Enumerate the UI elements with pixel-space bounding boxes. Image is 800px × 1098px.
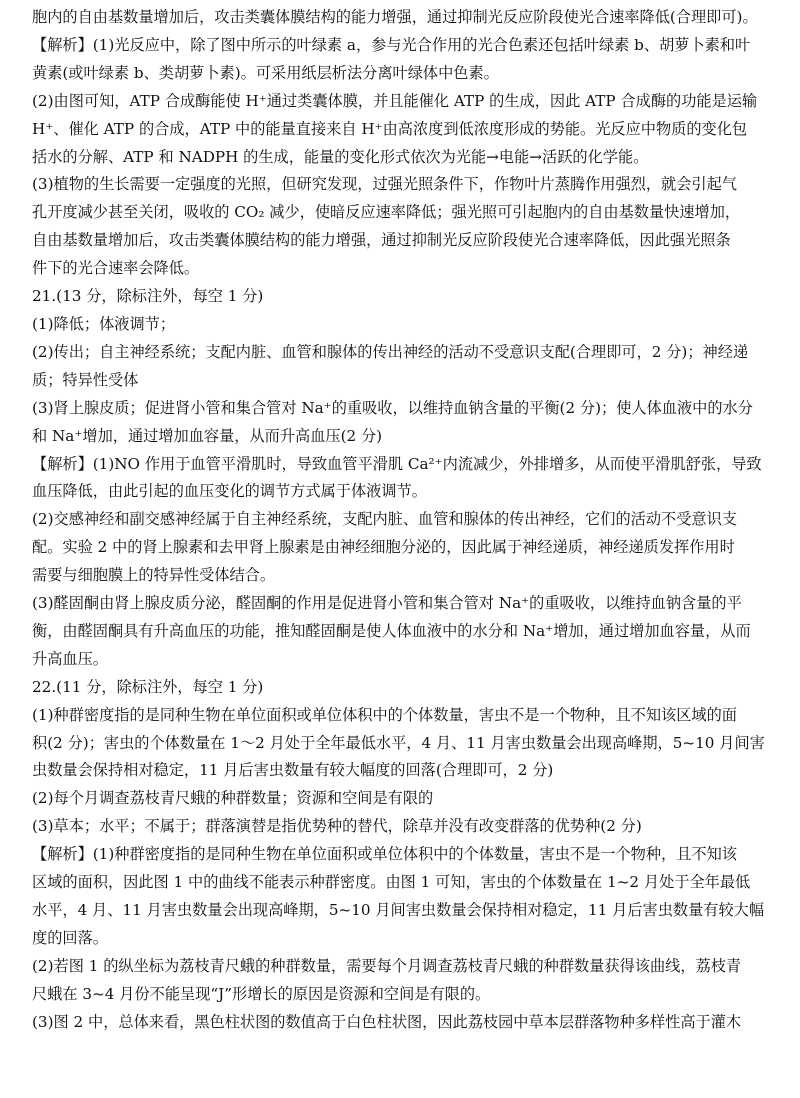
text-line: 需要与细胞膜上的特异性受体结合。 [32, 566, 275, 585]
text-line: 尺蛾在 3~4 月份不能呈现“J”形增长的原因是资源和空间是有限的。 [32, 984, 491, 1003]
text-line: 水平，4 月、11 月害虫数量会出现高峰期，5~10 月间害虫数量会保持相对稳定，11 月后害虫数量有较大幅 [32, 901, 765, 919]
text-line: 质；特异性受体 [32, 370, 139, 389]
text-line: 衡，由醛固酮具有升高血压的功能，推知醛固酮是使人体血液中的水分和 Na⁺增加，通过增加血容量，从而 [32, 621, 751, 640]
question-heading: 22.(11 分，除标注外，每空 1 分) [32, 677, 264, 696]
text-line: 胞内的自由基数量增加后，攻击类囊体膜结构的能力增强，通过抑制光反应阶段使光合速率降低(合理即可)。 [32, 8, 758, 26]
question-heading: 21.(13 分，除标注外，每空 1 分) [32, 287, 264, 306]
text-line: (3)图 2 中，总体来看，黑色柱状图的数值高于白色柱状图，因此荔枝园中草本层群落物种多样性高于灌木 [32, 1012, 742, 1031]
text-line: 区域的面积，因此图 1 中的曲线不能表示种群密度。由图 1 可知，害虫的个体数量在 1~2 月处于全年最低 [32, 873, 751, 892]
text-line: 升高血压。 [32, 649, 108, 668]
text-line: 括水的分解、ATP 和 NADPH 的生成，能量的变化形式依次为光能→电能→活跃的化学能。 [32, 147, 649, 166]
text-line: (2)由图可知，ATP 合成酶能使 H⁺通过类囊体膜，并且能催化 ATP 的生成，因此 ATP 合成酶的功能是运输 [32, 91, 758, 110]
text-line: 积(2 分)；害虫的个体数量在 1～2 月处于全年最低水平，4 月、11 月害虫数量会出现高峰期，5~10 月间害 [32, 733, 765, 752]
text-line: 【解析】(1)种群密度指的是同种生物在单位面积或单位体积中的个体数量，害虫不是一个物种，且不知该 [32, 845, 737, 864]
text-line: 自由基数量增加后，攻击类囊体膜结构的能力增强，通过抑制光反应阶段使光合速率降低，因此强光照条 [32, 231, 731, 250]
text-line: (2)交感神经和副交感神经属于自主神经系统，支配内脏、血管和腺体的传出神经，它们的活动不受意识支 [32, 510, 737, 529]
text-line: 件下的光合速率会降低。 [32, 259, 200, 278]
text-line: 和 Na⁺增加，通过增加血容量，从而升高血压(2 分) [32, 426, 383, 445]
text-line: (3)植物的生长需要一定强度的光照，但研究发现，过强光照条件下，作物叶片蒸腾作用强烈，就会引起气 [32, 175, 737, 194]
text-line: (2)每个月调查荔枝青尺蛾的种群数量；资源和空间是有限的 [32, 789, 434, 808]
text-line: 血压降低，由此引起的血压变化的调节方式属于体液调节。 [32, 482, 427, 501]
text-line: (1)种群密度指的是同种生物在单位面积或单位体积中的个体数量，害虫不是一个物种，且不知该区域的面 [32, 705, 737, 724]
text-line: (3)肾上腺皮质；促进肾小管和集合管对 Na⁺的重吸收，以维持血钠含量的平衡(2 分)；使人体血液中的水分 [32, 398, 753, 417]
text-line: H⁺、催化 ATP 的合成，ATP 中的能量直接来自 H⁺由高浓度到低浓度形成的势能。光反应中物质的变化包 [32, 119, 748, 138]
text-line: (3)草本；水平；不属于；群落演替是指优势种的替代，除草并没有改变群落的优势种(2 分) [32, 817, 642, 836]
text-line: 虫数量会保持相对稳定，11 月后害虫数量有较大幅度的回落(合理即可，2 分) [32, 761, 554, 780]
text-line: 孔开度减少甚至关闭，吸收的 CO₂ 减少，使暗反应速率降低；强光照可引起胞内的自由基数量快速增加， [32, 203, 741, 222]
text-line: (3)醛固酮由肾上腺皮质分泌，醛固酮的作用是促进肾小管和集合管对 Na⁺的重吸收，以维持血钠含量的平 [32, 594, 742, 613]
text-line: 黄素(或叶绿素 b、类胡萝卜素)。可采用纸层析法分离叶绿体中色素。 [32, 63, 499, 82]
text-line: (2)传出；自主神经系统；支配内脏、血管和腺体的传出神经的活动不受意识支配(合理即可，2 分)；神经递 [32, 342, 749, 361]
text-line: (1)降低；体液调节； [32, 314, 176, 333]
text-line: 度的回落。 [32, 928, 108, 947]
text-line: 配。实验 2 中的肾上腺素和去甲肾上腺素是由神经细胞分泌的，因此属于神经递质，神经递质发挥作用时 [32, 538, 735, 557]
text-line: 【解析】(1)光反应中，除了图中所示的叶绿素 a，参与光合作用的光合色素还包括叶绿素 b、胡萝卜素和叶 [32, 35, 751, 54]
text-line: 【解析】(1)NO 作用于血管平滑肌时，导致血管平滑肌 Ca²⁺内流减少，外排增多，从而使平滑肌舒张，导致 [32, 454, 762, 473]
text-line: (2)若图 1 的纵坐标为荔枝青尺蛾的种群数量，需要每个月调查荔枝青尺蛾的种群数量获得该曲线，荔枝青 [32, 956, 742, 975]
